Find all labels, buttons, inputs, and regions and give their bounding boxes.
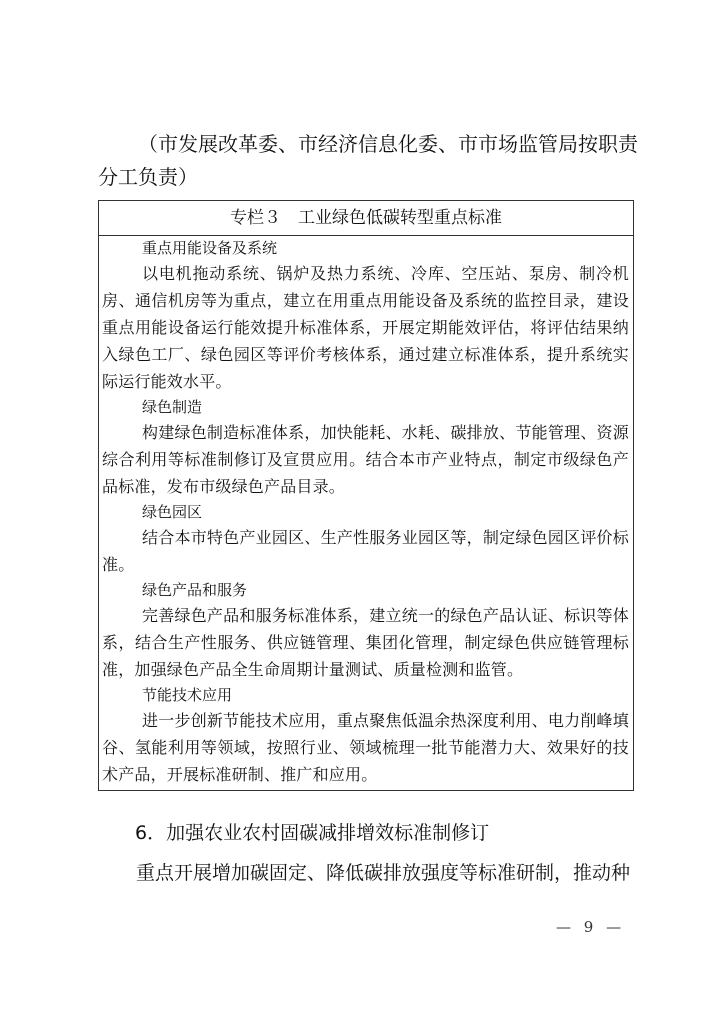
section-body: 构建绿色制造标准体系，加快能耗、水耗、碳排放、节能管理、资源综合利用等标准制修订及宣贯应用。结合本市产业特点，制定市级绿色产品标准，发布市级绿色产品目录。 <box>102 423 629 496</box>
section-heading: 绿色园区 <box>142 503 203 521</box>
section-body: 结合本市特色产业园区、生产性服务业园区等，制定绿色园区评价标准。 <box>102 528 629 574</box>
section-heading: 绿色产品和服务 <box>142 581 248 599</box>
feature-box <box>98 200 634 791</box>
box-body <box>99 237 633 788</box>
section-6-paragraph: 重点开展增加碳固定、降低碳排放强度等标准研制，推动种 <box>136 862 631 884</box>
intro-paragraph <box>98 128 638 194</box>
section-heading: 重点用能设备及系统 <box>142 239 278 257</box>
intro-text: （市发展改革委、市经济信息化委、市市场监管局按职责分工负责） <box>98 132 638 189</box>
section-heading: 绿色制造 <box>142 398 203 416</box>
box-title: 专栏３ 工业绿色低碳转型重点标准 <box>99 201 633 236</box>
section-body: 进一步创新节能技术应用，重点聚焦低温余热深度利用、电力削峰填谷、氢能利用等领域，按照行业、领域梳理一批节能潜力大、效果好的技术产品，开展标准研制、推广和应用。 <box>102 711 629 784</box>
section-6-heading: 6．加强农业农村固碳减排增效标准制修订 <box>135 822 490 844</box>
section-heading: 节能技术应用 <box>142 686 233 704</box>
page-number: — 9 — <box>556 918 626 936</box>
section-body: 完善绿色产品和服务标准体系，建立统一的绿色产品认证、标识等体系，结合生产性服务、供应链管理、集团化管理，制定绿色供应链管理标准，加强绿色产品全生命周期计量测试、质量检测和监管。 <box>102 606 629 679</box>
section-body: 以电机拖动系统、锅炉及热力系统、冷库、空压站、泵房、制冷机房、通信机房等为重点，建立在用重点用能设备及系统的监控目录，建设重点用能设备运行能效提升标准体系，开展定期能效评估，将评估结果纳入绿色工厂、绿色园区等评价考核体系，通过建立标准体系，提升系统实际运行能效水平。 <box>102 264 629 391</box>
